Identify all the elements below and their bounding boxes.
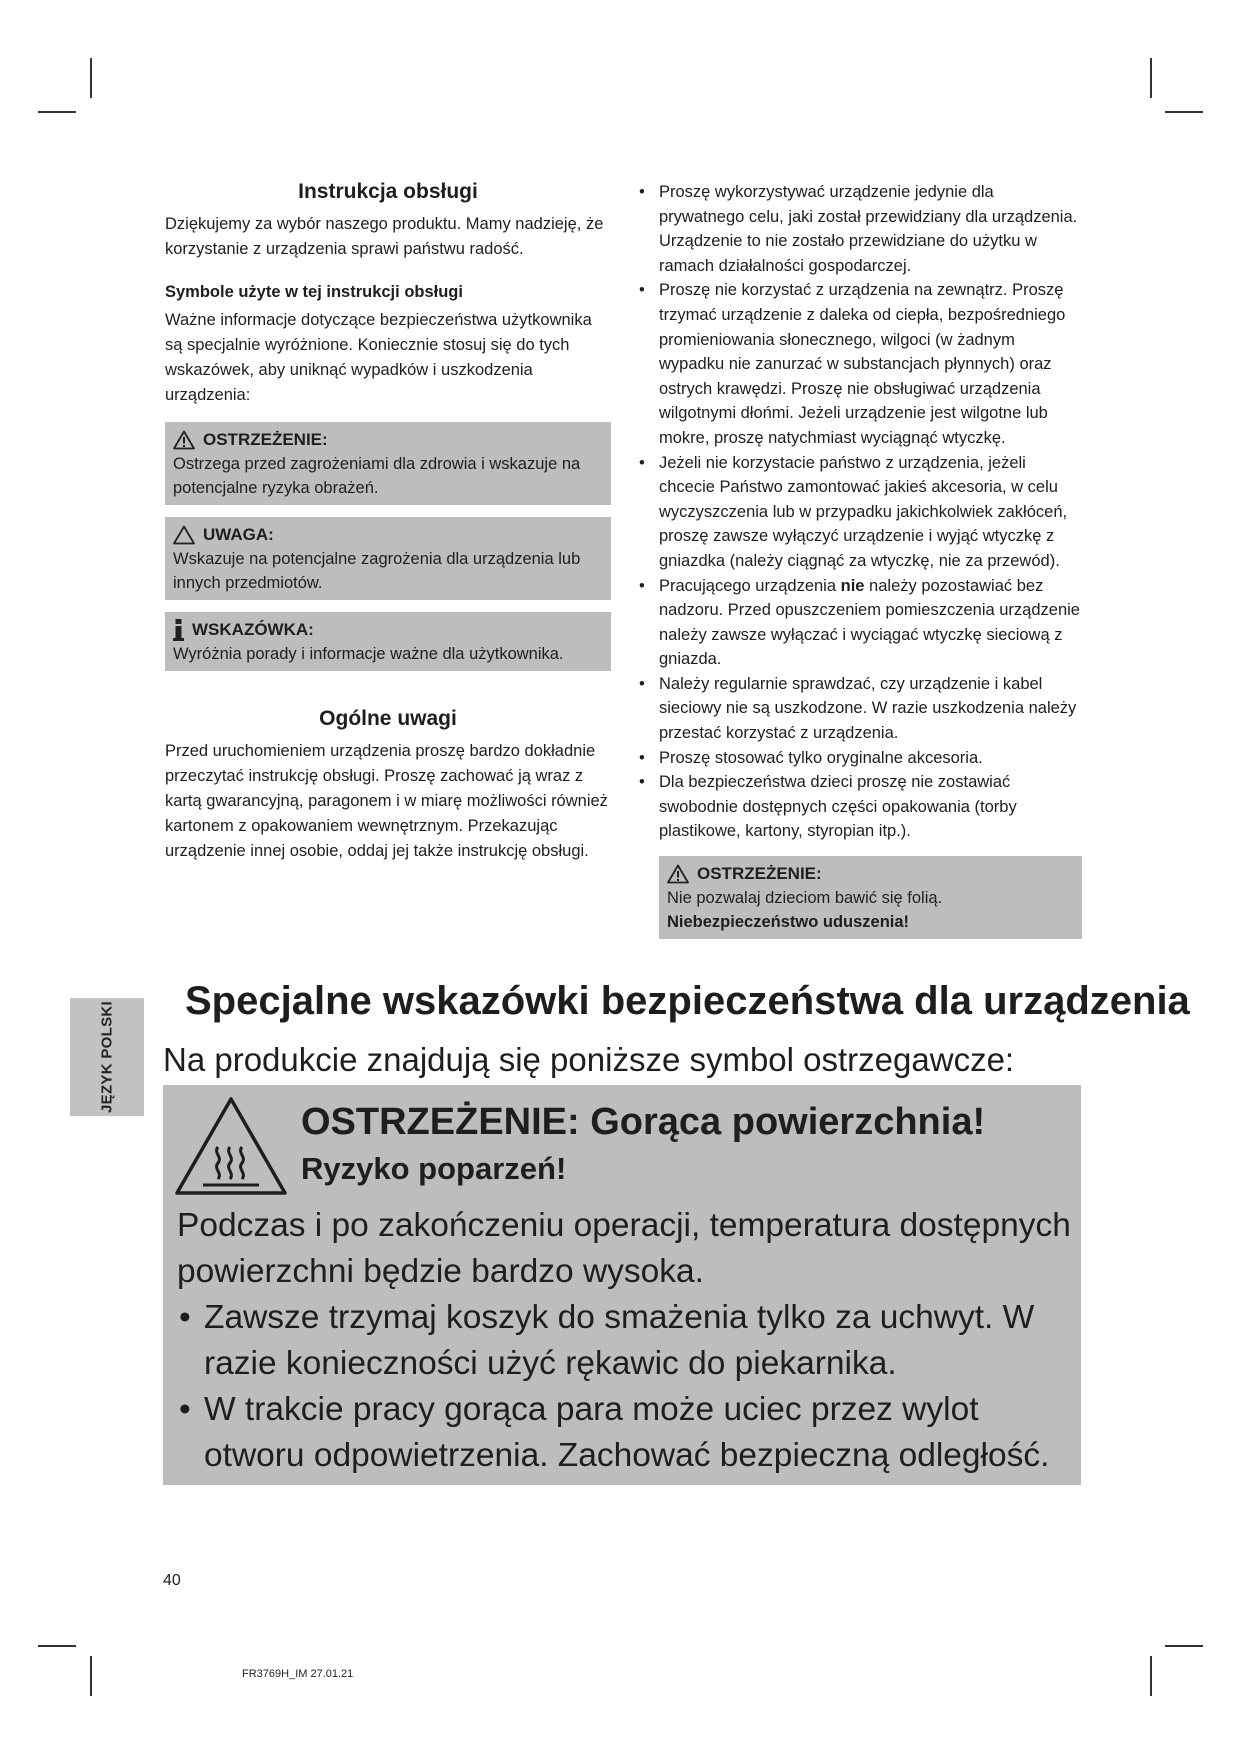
crop-mark <box>38 111 76 113</box>
info-icon <box>173 619 184 641</box>
left-column <box>165 180 611 864</box>
symbols-text: Ważne informacje dotyczące bezpieczeństwa użytkownika są specjalnie wyróżnione. Koniecznie stosuj się do tych wskazówek, aby uniknąć wypadków i uszkodzenia urządzenia: <box>165 311 592 404</box>
crop-mark <box>90 1656 92 1696</box>
crop-mark <box>90 58 92 98</box>
list-item: • Proszę wykorzystywać urządzenie jedynie dla prywatnego celu, jaki został przewidziany dla urządzenia. Urządzenie to nie zostało przewidziane do użytku w ramach działalności gospodarczej. <box>637 180 1082 278</box>
hint-notice-header <box>173 618 603 642</box>
hint-notice-text: Wyróżnia porady i informacje ważne dla użytkownika. <box>173 645 564 663</box>
page-number: 40 <box>163 1572 181 1589</box>
list-item-bold: nie <box>840 576 865 595</box>
intro-title: Instrukcja obsługi <box>298 180 478 203</box>
crop-mark <box>1165 1645 1203 1647</box>
packaging-warning-text-plain: Nie pozwalaj dzieciom bawić się folią. <box>667 889 943 908</box>
list-item <box>637 574 1082 672</box>
warning-triangle-icon <box>667 864 689 884</box>
special-safety-title: Specjalne wskazówki bezpieczeństwa dla urządzenia <box>185 979 1190 1023</box>
symbols-heading: Symbole użyte w tej instrukcji obsługi <box>165 283 463 301</box>
warning-notice <box>165 422 611 505</box>
hot-surface-body <box>177 1203 1073 1479</box>
hot-surface-text: Podczas i po zakończeniu operacji, temperatura dostępnych powierzchni będzie bardzo wysoka. <box>177 1207 1071 1290</box>
packaging-warning-text <box>667 886 1074 934</box>
caution-notice-text: Wskazuje na potencjalne zagrożenia dla urządzenia lub innych przedmiotów. <box>173 550 581 592</box>
list-item: • Dla bezpieczeństwa dzieci proszę nie zostawiać swobodnie dostępnych części opakowania (torby plastikowe, kartony, styropian itp.). <box>637 770 1082 844</box>
list-item: • Proszę stosować tylko oryginalne akcesoria. <box>637 746 1082 771</box>
hint-notice <box>165 612 611 671</box>
packaging-warning-text-bold: Niebezpieczeństwo uduszenia! <box>667 913 910 932</box>
list-item: • Proszę nie korzystać z urządzenia na zewnątrz. Proszę trzymać urządzenie z daleka od ciepła, bezpośredniego promieniowania słonecznego, wilgoci (w żadnym wypadku nie zanurzać w substancjach płynnych) oraz ostrych krawędzi. Proszę nie obsługiwać urządzenia wilgotnymi dłońmi. Jeżeli urządzenie jest wilgotne lub mokre, proszę natychmiast wyciągnąć wtyczkę. <box>637 278 1082 450</box>
packaging-warning-header <box>667 862 1074 886</box>
hint-notice-label: WSKAZÓWKA: <box>192 620 314 639</box>
crop-mark <box>1165 111 1203 113</box>
list-item: • W trakcie pracy gorąca para może uciec przez wylot otworu odpowietrzenia. Zachować bezpieczną odległość. <box>177 1387 1073 1479</box>
list-item-text: należy pozostawiać bez nadzoru. Przed opuszczeniem pomieszczenia urządzenie należy zawsze wyłączać i wyciągać wtyczkę sieciową z gniazda. <box>659 576 1080 669</box>
hot-surface-list <box>177 1295 1073 1479</box>
language-side-tab-label: JĘZYK POLSKI <box>98 1001 116 1113</box>
burn-risk-subheading: Ryzyko poparzeń! <box>301 1151 567 1186</box>
hot-surface-icon <box>173 1095 289 1199</box>
right-column <box>637 180 1082 939</box>
hot-surface-warning-box <box>163 1085 1081 1485</box>
caution-notice-label: UWAGA: <box>203 525 274 544</box>
hot-surface-heading: OSTRZEŻENIE: Gorąca powierzchnia! <box>301 1101 986 1143</box>
warning-notice-text: Ostrzega przed zagrożeniami dla zdrowia i wskazuje na potencjalne ryzyka obrażeń. <box>173 455 581 497</box>
warning-notice-label: OSTRZEŻENIE: <box>203 430 328 449</box>
safety-list <box>637 180 1082 844</box>
caution-notice <box>165 517 611 600</box>
crop-mark <box>1150 1656 1152 1696</box>
list-item: • Jeżeli nie korzystacie państwo z urządzenia, jeżeli chcecie Państwo zamontować jakieś akcesoria, w celu wyczyszczenia lub w przypadku jakichkolwiek zakłóceń, proszę zawsze wyłączyć urządzenie i wyjąć wtyczkę z gniazdka (należy ciągnąć za wtyczkę, nie za przewód). <box>637 451 1082 574</box>
footer-code: FR3769H_IM 27.01.21 <box>242 1668 354 1680</box>
special-safety-subtitle: Na produkcie znajdują się poniższe symbol ostrzegawcze: <box>163 1041 1015 1078</box>
general-text: Przed uruchomieniem urządzenia proszę bardzo dokładnie przeczytać instrukcję obsługi. Proszę zachować ją wraz z kartą gwarancyjną, paragonem i w miarę możliwości również kartonem z opakowaniem wewnętrznym. Przekazując urządzenie innej osobie, oddaj jej także instrukcję obsługi. <box>165 742 608 860</box>
packaging-warning-label: OSTRZEŻENIE: <box>697 864 822 884</box>
crop-mark <box>1150 58 1152 98</box>
caution-triangle-icon <box>173 525 195 545</box>
language-side-tab <box>70 998 144 1116</box>
caution-notice-header <box>173 523 603 547</box>
warning-notice-header <box>173 428 603 452</box>
intro-text: Dziękujemy za wybór naszego produktu. Mamy nadzieję, że korzystanie z urządzenia sprawi państwu radość. <box>165 215 604 258</box>
list-item: • Należy regularnie sprawdzać, czy urządzenie i kabel sieciowy nie są uszkodzone. W razie uszkodzenia należy przestać korzystać z urządzenia. <box>637 672 1082 746</box>
list-item: • Zawsze trzymaj koszyk do smażenia tylko za uchwyt. W razie konieczności użyć rękawic do piekarnika. <box>177 1295 1073 1387</box>
crop-mark <box>38 1645 76 1647</box>
list-item-text: Pracującego urządzenia <box>659 576 841 595</box>
packaging-warning-notice <box>659 856 1082 939</box>
warning-triangle-icon <box>173 430 195 450</box>
general-title: Ogólne uwagi <box>319 707 457 730</box>
